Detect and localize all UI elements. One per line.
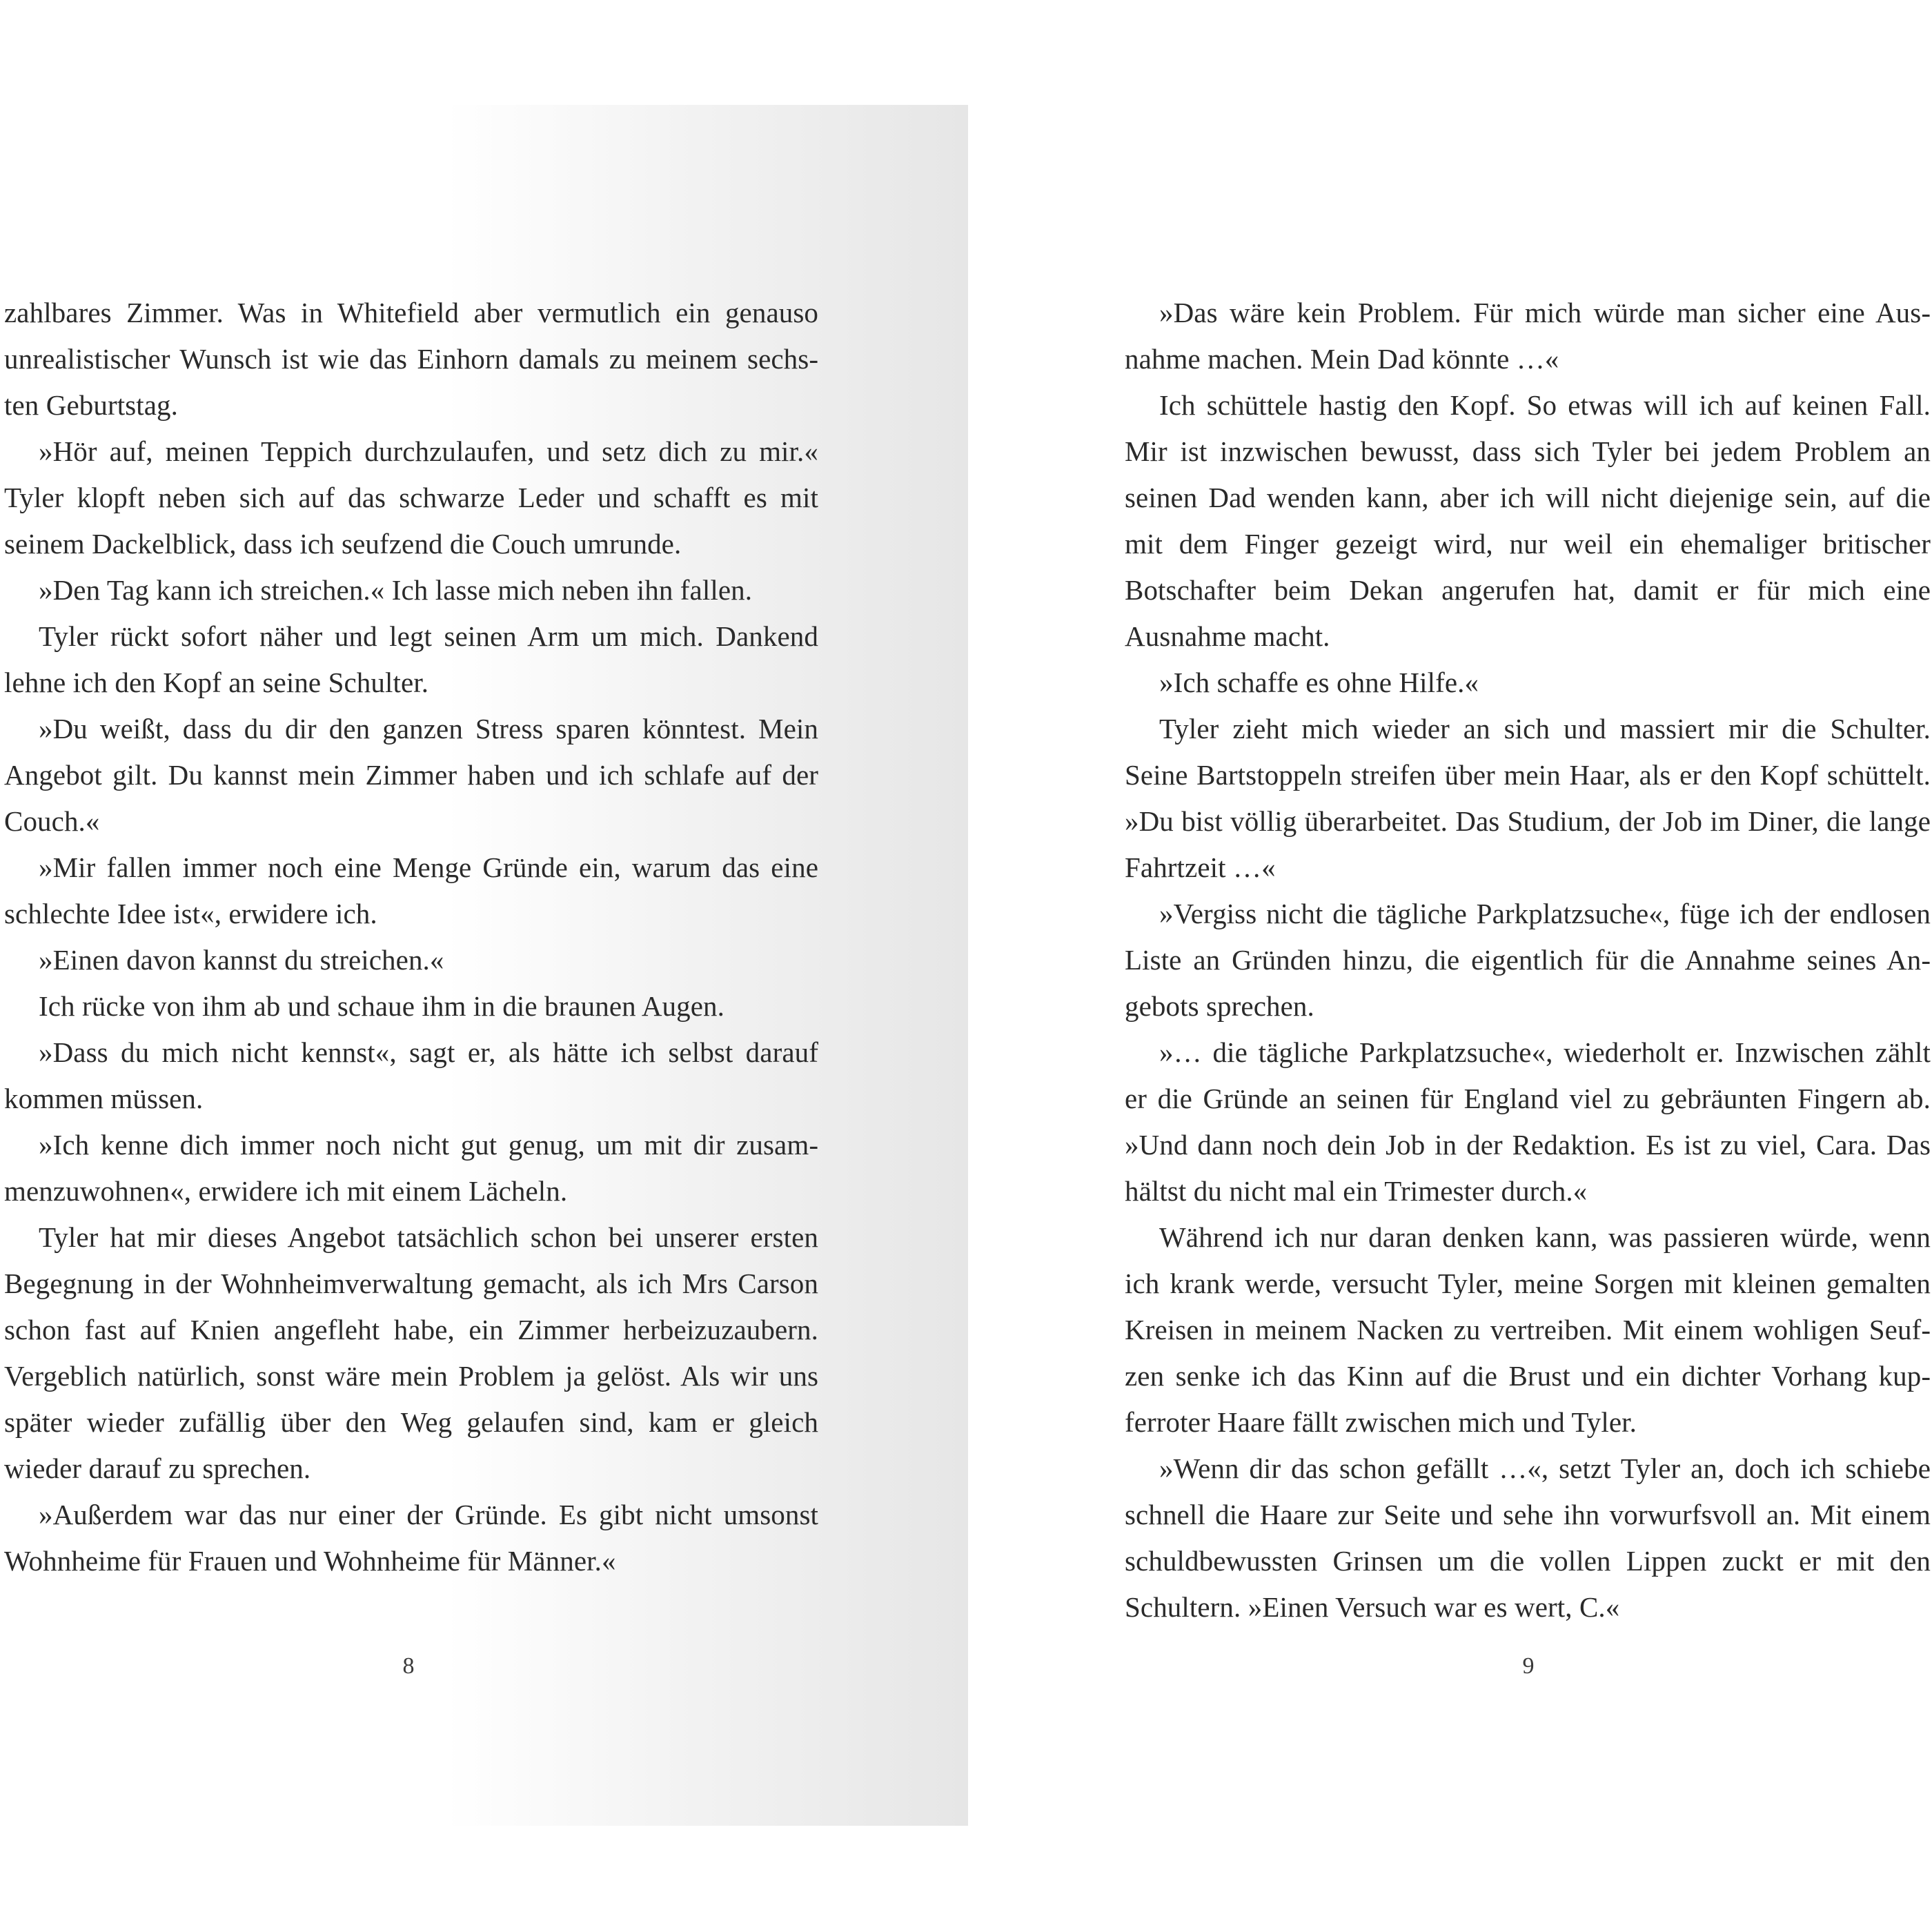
paragraph: »Den Tag kann ich streichen.« Ich lasse mich neben ihn fallen. [39,574,753,606]
paragraph: »… die tägliche Parkplatzsuche«, wiederholt er. Inzwischen zählt er die Gründe an seinen für England viel zu gebräunten Fingern ab. »Und dann noch dein Job in der Redaktion. Es ist zu viel, Cara. Das hältst du nicht mal ein Trimester durch.« [1125,1036,1931,1207]
left-page-text [4,290,818,1584]
paragraph: Während ich nur daran denken kann, was passieren würde, wenn ich krank werde, versucht Tyler, meine Sorgen mit kleinen gemalten Kreisen in meinem Nacken zu vertreiben. Mit einem wohligen Seufzen senke ich das Kinn auf die Brust und ein dichter Vorhang kupferroter Haare fällt zwischen mich und Tyler. [1125,1221,1931,1438]
paragraph: Ich rücke von ihm ab und schaue ihm in die braunen Augen. [39,990,724,1022]
page-number-left: 8 [402,1653,415,1679]
paragraph: zahlbares Zimmer. Was in Whitefield aber vermutlich ein genauso unrealistischer Wunsch ist wie das Einhorn damals zu meinem sechsten Geburtstag. [4,297,818,421]
paragraph: »Außerdem war das nur einer der Gründe. Es gibt nicht umsonst Wohnheime für Frauen und Wohnheime für Männer.« [4,1499,818,1577]
paragraph: Tyler rückt sofort näher und legt seinen Arm um mich. Dankend lehne ich den Kopf an seine Schulter. [4,620,818,698]
paragraph: Tyler hat mir dieses Angebot tatsächlich schon bei unserer ersten Begegnung in der Wohnheimverwaltung gemacht, als ich Mrs Carson schon fast auf Knien angefleht habe, ein Zimmer herbeizuzaubern. Vergeblich natürlich, sonst wäre mein Problem ja gelöst. Als wir uns später wieder zufällig über den Weg gelaufen sind, kam er gleich wieder darauf zu sprechen. [4,1221,818,1484]
paragraph: »Vergiss nicht die tägliche Parkplatzsuche«, füge ich der endlosen Liste an Gründen hinzu, die eigentlich für die Annahme seines Angebots sprechen. [1125,898,1931,1022]
paragraph: »Du weißt, dass du dir den ganzen Stress sparen könntest. Mein Angebot gilt. Du kannst mein Zimmer haben und ich schlafe auf der Couch.« [4,713,818,837]
paragraph: »Ich schaffe es ohne Hilfe.« [1159,667,1479,698]
paragraph: Ich schüttele hastig den Kopf. So etwas will ich auf keinen Fall. Mir ist inzwischen bewusst, dass sich Tyler bei jedem Problem an seinen Dad wenden kann, aber ich will nicht diejenige sein, auf die mit dem Finger gezeigt wird, nur weil ein ehemaliger britischer Botschafter beim Dekan angerufen hat, damit er für mich eine Ausnahme macht. [1125,389,1931,652]
paragraph: »Hör auf, meinen Teppich durchzulaufen, und setz dich zu mir.« Tyler klopft neben sich auf das schwarze Leder und schafft es mit seinem Dackelblick, dass ich seufzend die Couch umrunde. [4,435,818,560]
paragraph: »Dass du mich nicht kennst«, sagt er, als hätte ich selbst darauf kommen müssen. [4,1036,818,1114]
page-number-right: 9 [1522,1653,1535,1679]
paragraph: »Wenn dir das schon gefällt …«, setzt Tyler an, doch ich schiebe schnell die Haare zur Seite und sehe ihn vorwurfsvoll an. Mit einem schuldbewussten Grinsen um die vollen Lippen zuckt er mit den Schultern. »Einen Versuch war es wert, C.« [1125,1452,1931,1623]
right-page-text [1125,290,1931,1630]
paragraph: Tyler zieht mich wieder an sich und massiert mir die Schulter. Seine Bartstoppeln streifen über mein Haar, als er den Kopf schüttelt. »Du bist völlig überarbeitet. Das Studium, der Job im Diner, die lange Fahrtzeit …« [1125,713,1931,883]
paragraph: »Ich kenne dich immer noch nicht gut genug, um mit dir zusammenzuwohnen«, erwidere ich mit einem Lächeln. [4,1129,818,1207]
paragraph: »Mir fallen immer noch eine Menge Gründe ein, warum das eine schlechte Idee ist«, erwidere ich. [4,851,818,929]
paragraph: »Das wäre kein Problem. Für mich würde man sicher eine Ausnahme machen. Mein Dad könnte …« [1125,297,1931,375]
paragraph: »Einen davon kannst du streichen.« [39,944,444,976]
